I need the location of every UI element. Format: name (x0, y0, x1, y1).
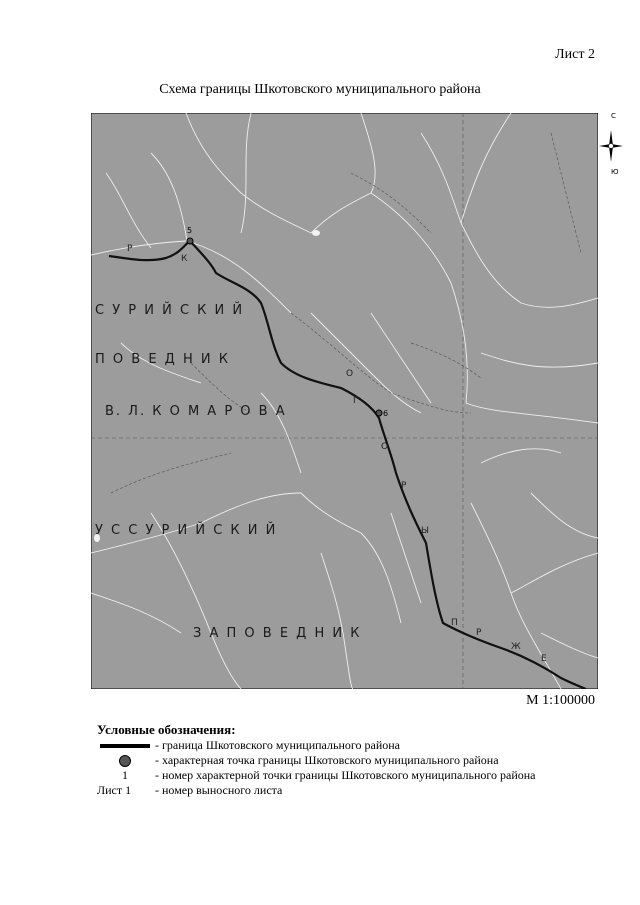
compass-south-label: Ю (611, 168, 619, 176)
point-number-symbol: 1 (122, 768, 128, 782)
legend-item-point-number (97, 768, 535, 783)
map-background (91, 113, 598, 689)
legend-item-sheet (97, 783, 535, 798)
legend-text: - характерная точка границы Шкотовского муниципального района (155, 753, 499, 767)
legend-text: - граница Шкотовского муниципального района (155, 738, 400, 752)
boundary-letter: Ж (511, 642, 521, 652)
boundary-letter: Р (401, 481, 407, 491)
reserve-label: П О В Е Д Н И К (95, 352, 230, 367)
map-svg (91, 113, 598, 689)
point-dot-symbol (119, 755, 131, 767)
boundary-point-6 (376, 410, 382, 416)
boundary-line-symbol (100, 744, 150, 748)
legend-text: - номер характерной точки границы Шкотовского муниципального района (155, 768, 536, 782)
reserve-label: С У Р И Й С К И Й (95, 303, 245, 318)
boundary-letter: Е (541, 654, 547, 664)
point-label: 5 (187, 226, 193, 235)
map-panel[interactable] (91, 113, 598, 689)
reserve-label: З А П О В Е Д Н И К (193, 626, 362, 641)
page-title: Схема границы Шкотовского муниципального района (159, 82, 481, 97)
reserve-label: В. Л. К О М А Р О В А (105, 404, 287, 419)
legend-item-point (97, 753, 535, 768)
legend-title: Условные обозначения: (97, 722, 236, 737)
lake (312, 230, 320, 236)
boundary-letter: О (346, 369, 354, 379)
map-scale: М 1:100000 (526, 693, 595, 708)
boundary-letter: Ы (421, 526, 429, 536)
sheet-number-symbol: Лист 1 (97, 783, 132, 797)
legend (97, 722, 535, 798)
sheet-label: Лист 2 (555, 47, 595, 62)
boundary-letter: Г (353, 396, 359, 406)
reserve-label: У С С У Р И Й С К И Й (95, 523, 278, 538)
boundary-letter: О (381, 442, 389, 452)
compass-north-label: С (611, 112, 616, 120)
legend-text: - номер выносного листа (155, 783, 283, 797)
boundary-letter: П (451, 618, 458, 628)
legend-item-boundary (97, 738, 535, 753)
boundary-letter: Р (127, 244, 133, 254)
boundary-letter: К (181, 254, 188, 264)
boundary-letter: Р (476, 628, 482, 638)
boundary-point-5 (187, 238, 193, 244)
compass-icon (598, 128, 624, 164)
point-label: 6 (383, 409, 389, 418)
